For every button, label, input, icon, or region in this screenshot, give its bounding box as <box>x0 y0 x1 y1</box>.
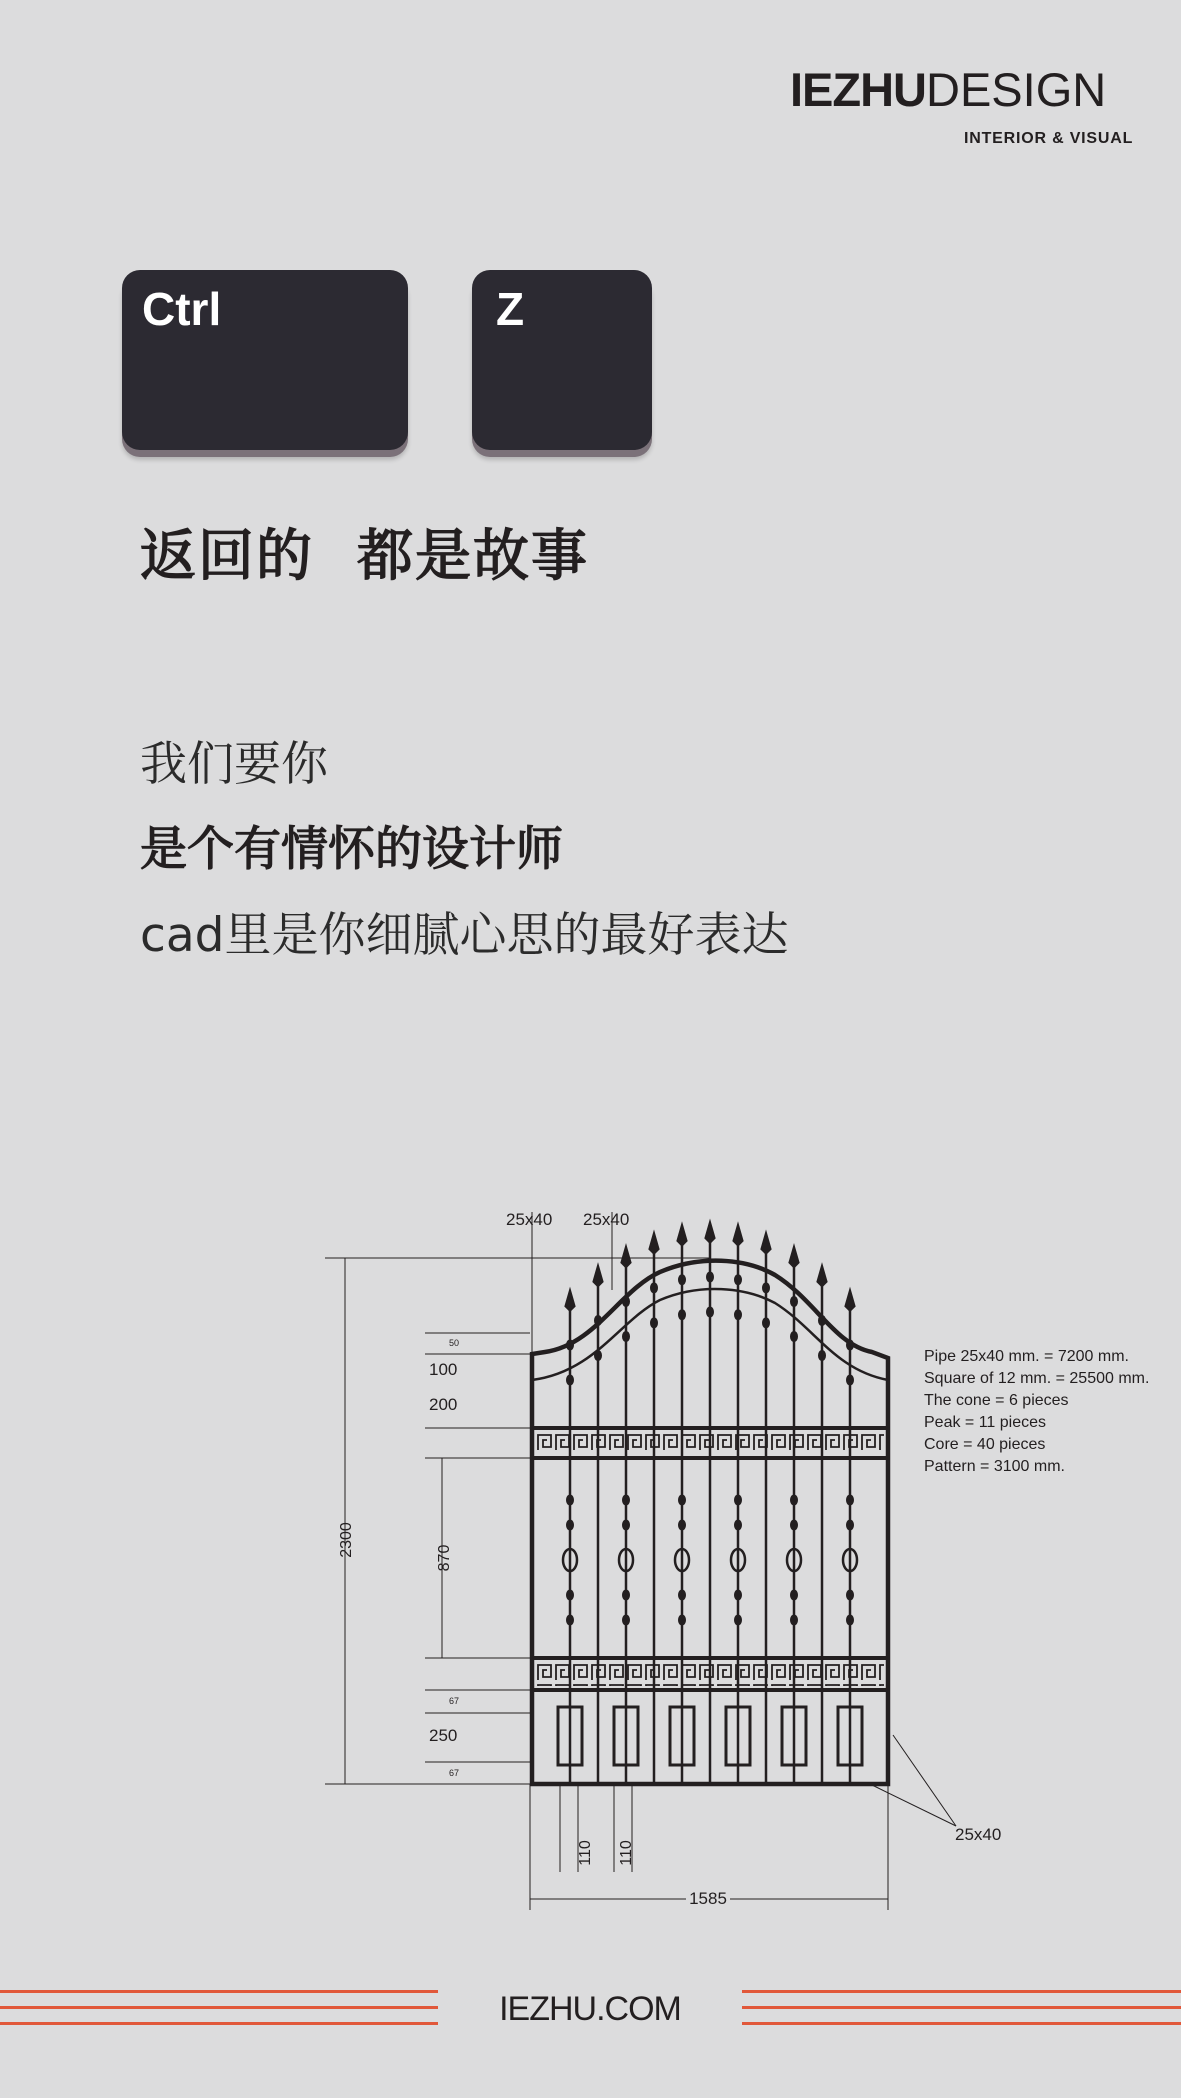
bar-knot <box>764 1284 769 1292</box>
dimension-labels <box>338 1210 1001 1908</box>
bar-knot <box>568 1341 573 1349</box>
bar-knot <box>736 1311 741 1319</box>
bar-knot <box>596 1317 601 1325</box>
bar-knot <box>596 1352 601 1360</box>
spear-tip-icon <box>678 1227 686 1245</box>
label-67a: 67 <box>449 1696 460 1706</box>
logo-wordmark-light: DESIGN <box>926 63 1107 116</box>
label-2300: 2300 <box>338 1522 355 1558</box>
body-line-1: 我们要你 <box>140 737 328 792</box>
bar-knot <box>680 1311 685 1319</box>
footer-url[interactable]: IEZHU.COM <box>499 1990 681 2028</box>
logo-tagline: INTERIOR & VISUAL <box>964 130 1134 147</box>
bar-knot <box>568 1591 573 1599</box>
bar-knot <box>680 1616 685 1624</box>
accent-stripe <box>742 1990 1181 1993</box>
bar-knot <box>652 1284 657 1292</box>
bar-knot <box>736 1591 741 1599</box>
spear-tip-icon <box>566 1292 574 1310</box>
bar-knot <box>820 1352 825 1360</box>
spear-tip-icon <box>818 1268 826 1286</box>
spear-tip-icon <box>706 1224 714 1242</box>
z-key: Z <box>472 270 652 450</box>
bar-knot <box>568 1616 573 1624</box>
label-110b: 110 <box>618 1840 635 1866</box>
spec-line: The cone = 6 pieces <box>924 1392 1069 1409</box>
label-100: 100 <box>429 1360 458 1379</box>
label-870: 870 <box>436 1544 453 1572</box>
bar-knot <box>624 1616 629 1624</box>
label-200: 200 <box>429 1395 458 1414</box>
bar-knot <box>624 1496 629 1504</box>
bar-knot <box>792 1496 797 1504</box>
logo-wordmark-bold: IEZHU <box>790 63 926 116</box>
spec-line: Peak = 11 pieces <box>924 1414 1047 1431</box>
accent-stripe <box>742 2006 1181 2009</box>
label-1585: 1585 <box>689 1889 727 1908</box>
bar-knot <box>736 1276 741 1284</box>
bar-knot <box>848 1341 853 1349</box>
label-67b: 67 <box>449 1768 460 1778</box>
bar-knot <box>792 1591 797 1599</box>
spec-line: Square of 12 mm. = 25500 mm. <box>924 1370 1150 1387</box>
bar-knot <box>792 1616 797 1624</box>
bar-knot <box>568 1376 573 1384</box>
bar-knot <box>848 1376 853 1384</box>
bar-knot <box>764 1319 769 1327</box>
bar-knot <box>736 1616 741 1624</box>
label-top-right: 25x40 <box>583 1210 630 1229</box>
bar-knot <box>624 1333 629 1341</box>
bar-knot <box>680 1276 685 1284</box>
bar-knot <box>792 1298 797 1306</box>
bar-knot <box>848 1616 853 1624</box>
spear-tip-icon <box>762 1235 770 1253</box>
ctrl-key: Ctrl <box>122 270 408 450</box>
label-side: 25x40 <box>955 1825 1002 1844</box>
bar-knot <box>652 1319 657 1327</box>
label-50: 50 <box>449 1338 460 1348</box>
bar-knot <box>708 1308 713 1316</box>
dimension-lines <box>325 1212 956 1910</box>
accent-stripe <box>742 2022 1181 2025</box>
accent-stripe <box>0 2006 438 2009</box>
spec-line: Pipe 25x40 mm. = 7200 mm. <box>924 1348 1129 1365</box>
bar-knot <box>568 1496 573 1504</box>
body-line-3: cad里是你细腻心思的最好表达 <box>140 908 789 963</box>
spec-line: Pattern = 3100 mm. <box>924 1458 1065 1475</box>
accent-stripe <box>0 2022 438 2025</box>
spear-tip-icon <box>650 1235 658 1253</box>
bar-knot <box>820 1317 825 1325</box>
bar-knot <box>736 1496 741 1504</box>
bar-knot <box>680 1591 685 1599</box>
bar-knot <box>792 1333 797 1341</box>
bar-knot <box>568 1521 573 1529</box>
brand-logo <box>790 63 1134 166</box>
bar-knot <box>792 1521 797 1529</box>
spec-notes <box>924 1346 1149 1478</box>
bar-knot <box>624 1591 629 1599</box>
bar-knot <box>848 1496 853 1504</box>
bar-knot <box>624 1521 629 1529</box>
spec-line: Core = 40 pieces <box>924 1436 1046 1453</box>
spear-tip-icon <box>846 1292 854 1310</box>
bar-knot <box>680 1521 685 1529</box>
spear-tip-icon <box>790 1249 798 1267</box>
bar-knot <box>624 1298 629 1306</box>
spear-tip-icon <box>622 1249 630 1267</box>
spear-tip-icon <box>734 1227 742 1245</box>
gate-cad-drawing <box>0 1190 1181 1920</box>
label-250: 250 <box>429 1726 458 1745</box>
bar-knot <box>848 1521 853 1529</box>
accent-stripe <box>0 1990 438 1993</box>
bar-knot <box>736 1521 741 1529</box>
bar-knot <box>848 1591 853 1599</box>
headline: 返回的 都是故事 <box>140 524 589 589</box>
bar-knot <box>680 1496 685 1504</box>
bar-knot <box>708 1273 713 1281</box>
label-top-left: 25x40 <box>506 1210 553 1229</box>
label-110a: 110 <box>577 1840 594 1866</box>
spear-tip-icon <box>594 1268 602 1286</box>
body-line-2: 是个有情怀的设计师 <box>140 822 563 877</box>
